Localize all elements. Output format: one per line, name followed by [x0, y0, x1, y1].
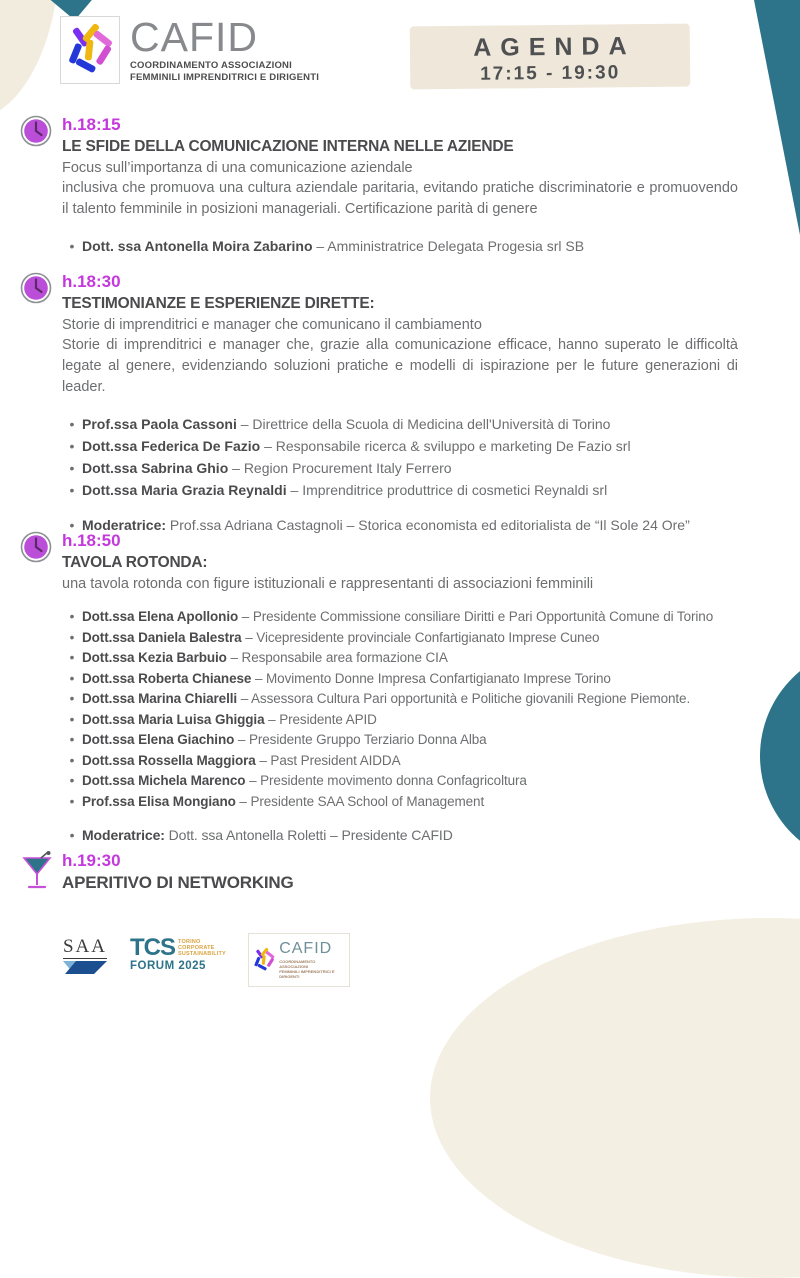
speaker-item: • Dott.ssa Michela Marenco – Presidente movimento donna Confagricoltura	[69, 773, 527, 788]
moderator-item: • Moderatrice: Dott. ssa Antonella Roletti – Presidente CAFID	[69, 827, 453, 843]
section-title: LE SFIDE DELLA COMUNICAZIONE INTERNA NELLE AZIENDE	[62, 138, 514, 155]
cafid-footer-subtitle-line1: COORDINAMENTO ASSOCIAZIONI	[279, 959, 316, 969]
speaker-item: • Dott.ssa Federica De Fazio – Responsabile ricerca & sviluppo e marketing De Fazio srl	[69, 438, 631, 454]
section-18-50	[20, 531, 738, 846]
speaker-item: • Dott.ssa Elena Giachino – Presidente Gruppo Terziario Donna Alba	[69, 732, 487, 747]
moderator-item: • Moderatrice: Prof.ssa Adriana Castagnoli – Storica economista ed editorialista de “Il Sole 24 Ore”	[69, 517, 690, 533]
brand-subtitle-line2: FEMMINILI IMPRENDITRICI E DIRIGENTI	[130, 71, 320, 83]
section-18-15	[20, 115, 738, 257]
section-title: APERITIVO DI NETWORKING	[62, 873, 294, 892]
section-title: TESTIMONIANZE E ESPERIENZE DIRETTE:	[62, 295, 375, 312]
cafid-footer-subtitle-line2: FEMMINILI IMPRENDITRICI E DIRIGENTI	[279, 969, 335, 979]
teal-triangle-top-right	[754, 0, 800, 235]
section-intro: Focus sull’importanza di una comunicazione aziendale	[62, 160, 413, 176]
cafid-bars-icon	[66, 22, 114, 78]
tcs-forum-year: FORUM 2025	[130, 960, 206, 972]
brand-name: CAFID	[130, 14, 258, 60]
speaker-item: • Dott.ssa Elena Apollonio – Presidente Commissione consiliare Diritti e Pari Opportunità Comune di Torino	[69, 609, 714, 624]
teal-circle-right	[760, 646, 800, 866]
section-time: h.18:30	[62, 272, 121, 291]
speaker-item: • Dott.ssa Roberta Chianese – Movimento Donne Impresa Confartigianato Imprese Torino	[69, 670, 611, 686]
saa-logo	[62, 936, 108, 981]
cocktail-icon	[20, 851, 56, 889]
speaker-item: • Prof.ssa Elisa Mongiano – Presidente SAA School of Management	[69, 793, 485, 809]
section-description: Storie di imprenditrici e manager che, grazie alla comunicazione efficace, hanno superato le difficoltà legate al genere, evidenziando soluzioni pratiche e modelli di ispirazione per le future generazioni di leader.	[62, 337, 738, 395]
agenda-time-range: 17:15 - 19:30	[480, 62, 621, 85]
speaker-item: • Prof.ssa Paola Cassoni – Direttrice della Scuola di Medicina dell'Università di Torino	[69, 416, 611, 432]
section-time: h.18:15	[62, 115, 121, 134]
beige-blob-bottom	[430, 918, 800, 1278]
speaker-item: • Dott.ssa Marina Chiarelli – Assessora Cultura Pari opportunità e Politiche giovanili Regione Piemonte.	[69, 691, 691, 706]
cafid-bars-icon	[253, 945, 275, 975]
tcs-line3: SUSTAINABILITY	[178, 951, 226, 957]
speaker-item: • Dott.ssa Rossella Maggiora – Past President AIDDA	[69, 752, 401, 768]
brand-subtitle-line1: COORDINAMENTO ASSOCIAZIONI	[130, 60, 292, 71]
beige-blob-top-left	[0, 0, 60, 120]
cafid-logo	[60, 16, 319, 84]
speaker-item: • Dott.ssa Sabrina Ghio – Region Procurement Italy Ferrero	[69, 460, 452, 476]
speaker-item: • Dott.ssa Maria Luisa Ghiggia – Presidente APID	[69, 711, 377, 727]
speaker-item: • Dott. ssa Antonella Moira Zabarino – Amministratrice Delegata Progesia srl SB	[69, 238, 585, 254]
saa-logo-text: SAA	[62, 936, 107, 957]
agenda-banner	[410, 24, 691, 90]
speaker-item: • Dott.ssa Daniela Balestra – Vicepresidente provinciale Confartigianato Imprese Cuneo	[69, 629, 600, 645]
clock-icon	[20, 115, 56, 153]
saa-swoosh-icon	[62, 960, 108, 976]
agenda-title: AGENDA	[473, 32, 636, 62]
tcs-line2: CORPORATE	[178, 945, 215, 951]
speaker-item: • Dott.ssa Maria Grazia Reynaldi – Imprenditrice produttrice di cosmetici Reynaldi srl	[69, 482, 608, 498]
section-intro: una tavola rotonda con figure istituzionali e rappresentanti di associazioni femminili	[62, 576, 594, 592]
section-time: h.18:50	[62, 531, 121, 550]
clock-icon	[20, 272, 56, 310]
cafid-logo-icon	[60, 16, 120, 84]
cafid-footer-logo	[248, 933, 350, 987]
tcs-abbr: TCS	[130, 934, 175, 961]
section-title: TAVOLA ROTONDA:	[62, 554, 208, 571]
section-19-30	[20, 851, 738, 892]
clock-icon	[20, 531, 56, 569]
section-description: inclusiva che promuova una cultura aziendale paritaria, evitando pratiche discriminatorie e promuovendo il talento femminile in posizioni manageriali. Certificazione parità di genere	[62, 180, 738, 217]
footer-logos	[62, 933, 350, 987]
section-intro: Storie di imprenditrici e manager che comunicano il cambiamento	[62, 317, 482, 333]
speaker-item: • Dott.ssa Kezia Barbuio – Responsabile area formazione CIA	[69, 650, 448, 665]
cafid-footer-name: CAFID	[279, 940, 333, 957]
tcs-forum-logo	[130, 934, 226, 972]
section-time: h.19:30	[62, 851, 121, 870]
section-18-30	[20, 272, 738, 536]
tcs-line1: TORINO	[178, 939, 201, 945]
